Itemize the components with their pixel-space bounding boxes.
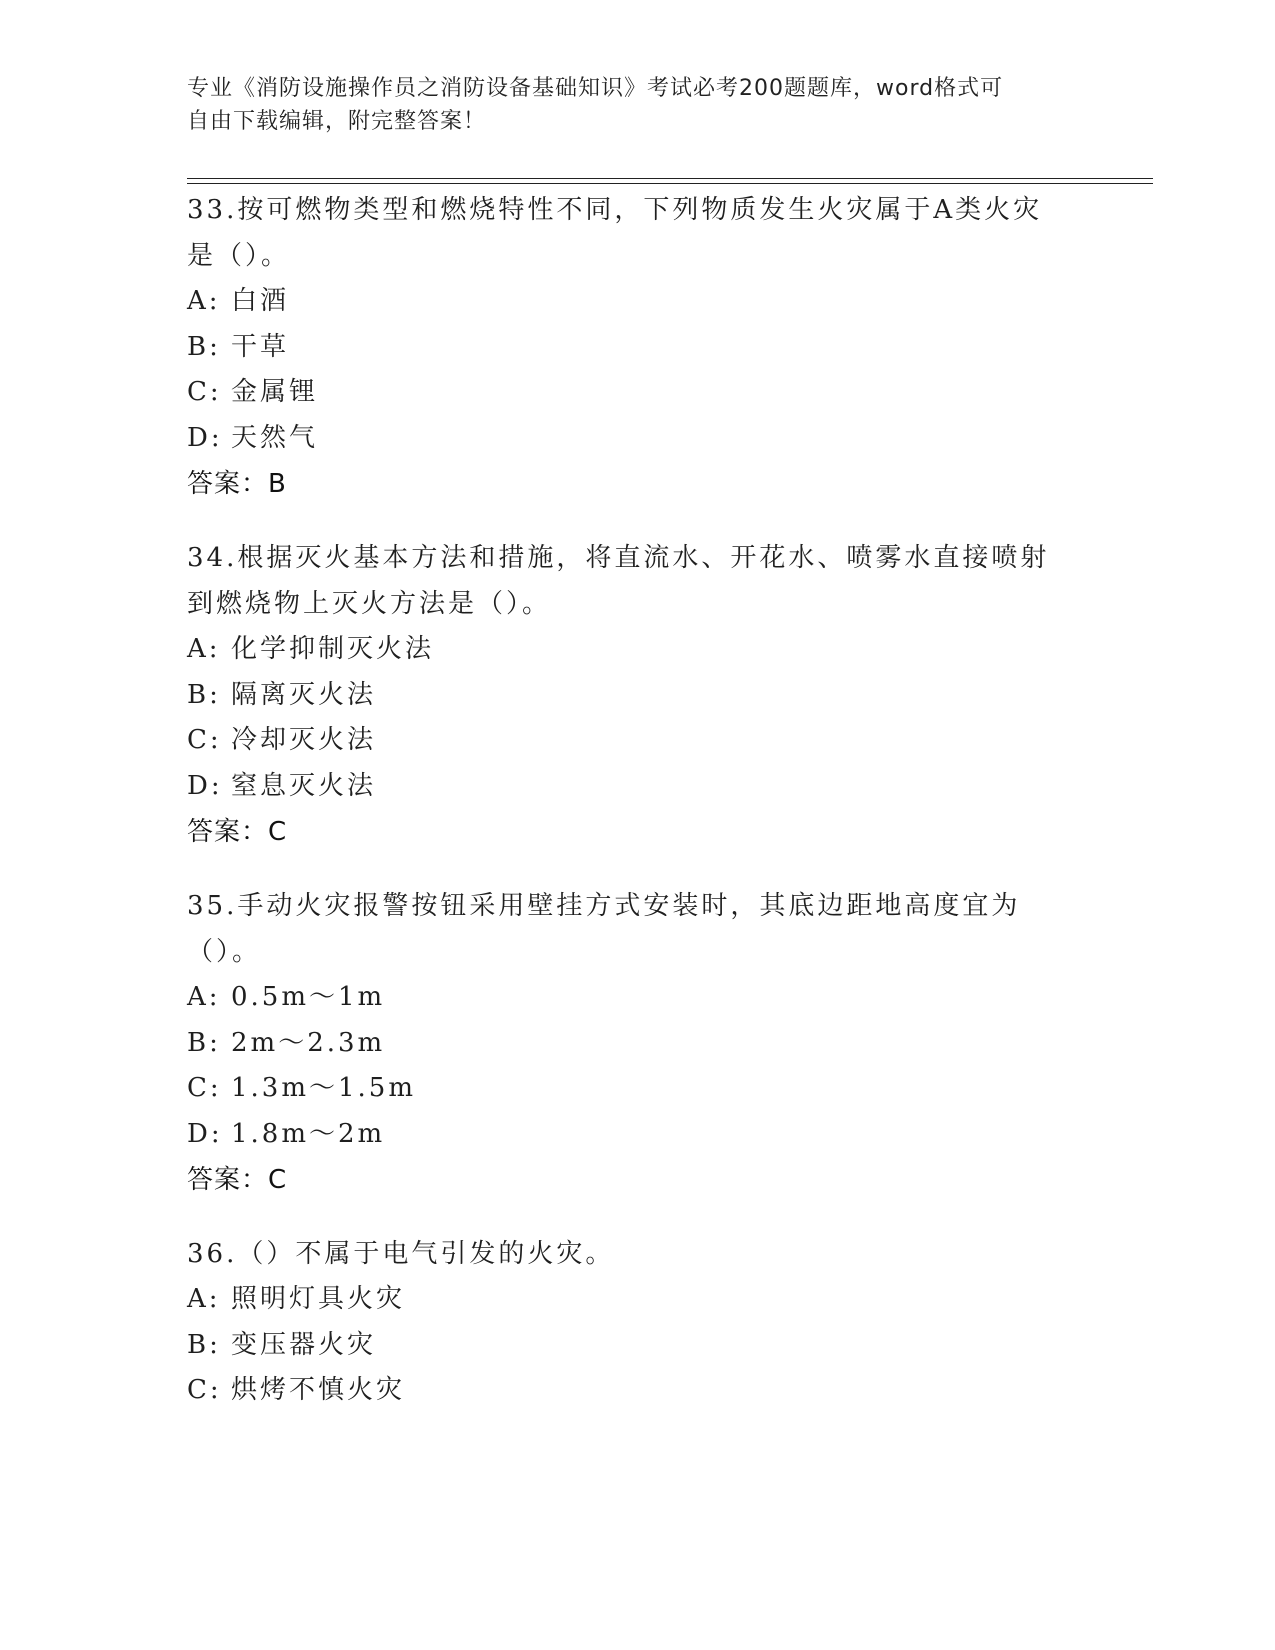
option-b xyxy=(187,1323,1087,1369)
option-a xyxy=(187,975,1087,1021)
option-key: B: xyxy=(187,1329,221,1360)
option-key: B: xyxy=(187,679,221,710)
option-key: A: xyxy=(187,982,221,1012)
option-text: 照明灯具火灾 xyxy=(231,1284,406,1314)
option-key: A: xyxy=(187,1284,221,1314)
option-d xyxy=(187,416,1087,462)
option-key: A: xyxy=(187,634,221,664)
option-key: D: xyxy=(187,770,223,801)
option-key: B: xyxy=(187,1027,221,1058)
option-d xyxy=(187,764,1087,810)
option-text: 金属锂 xyxy=(231,377,319,407)
question-list xyxy=(187,187,1087,1442)
option-text: 1.3m～1.5m xyxy=(231,1073,417,1103)
option-key: C: xyxy=(187,1375,222,1405)
option-b xyxy=(187,673,1087,719)
option-key: C: xyxy=(187,1073,222,1103)
option-key: B: xyxy=(187,331,221,362)
option-c xyxy=(187,718,1087,764)
answer-line: 答案：C xyxy=(187,817,288,847)
question-35 xyxy=(187,883,1087,1203)
option-a xyxy=(187,279,1087,325)
option-c xyxy=(187,1066,1087,1112)
question-text: 33.按可燃物类型和燃烧特性不同，下列物质发生火灾属于A类火灾是（）。 xyxy=(187,195,1043,271)
header-divider-top xyxy=(187,178,1153,179)
option-d xyxy=(187,1112,1087,1158)
option-key: C: xyxy=(187,377,222,407)
option-text: 0.5m～1m xyxy=(231,982,386,1012)
document-header xyxy=(187,72,1067,138)
question-34 xyxy=(187,535,1087,855)
option-b xyxy=(187,325,1087,371)
question-text: 36.（）不属于电气引发的火灾。 xyxy=(187,1239,615,1269)
option-text: 烘烤不慎火灾 xyxy=(231,1375,406,1405)
option-b xyxy=(187,1021,1087,1067)
answer-line: 答案：B xyxy=(187,469,287,499)
question-text: 35.手动火灾报警按钮采用壁挂方式安装时，其底边距地高度宜为（）。 xyxy=(187,891,1021,967)
question-36 xyxy=(187,1231,1087,1414)
header-line-1: 专业《消防设施操作员之消防设备基础知识》考试必考200题题库，word格式可 xyxy=(187,76,1004,101)
option-key: D: xyxy=(187,1118,223,1149)
option-a xyxy=(187,627,1087,673)
option-text: 窒息灭火法 xyxy=(231,770,377,801)
option-key: D: xyxy=(187,422,223,453)
option-text: 天然气 xyxy=(231,422,319,453)
question-33 xyxy=(187,187,1087,507)
option-key: C: xyxy=(187,725,222,755)
option-text: 1.8m～2m xyxy=(231,1118,386,1149)
option-key: A: xyxy=(187,286,221,316)
option-text: 干草 xyxy=(231,331,290,362)
option-c xyxy=(187,1368,1087,1414)
option-text: 隔离灭火法 xyxy=(231,679,377,710)
option-text: 变压器火灾 xyxy=(231,1329,377,1360)
question-text: 34.根据灭火基本方法和措施，将直流水、开花水、喷雾水直接喷射到燃烧物上灭火方法是（）。 xyxy=(187,543,1050,619)
option-text: 化学抑制灭火法 xyxy=(231,634,435,664)
header-divider-bottom xyxy=(187,183,1153,184)
option-a xyxy=(187,1277,1087,1323)
answer-line: 答案：C xyxy=(187,1165,288,1195)
option-text: 白酒 xyxy=(231,286,290,316)
option-text: 2m～2.3m xyxy=(231,1027,386,1058)
header-line-2: 自由下载编辑，附完整答案！ xyxy=(187,109,487,134)
option-text: 冷却灭火法 xyxy=(231,725,377,755)
option-c xyxy=(187,370,1087,416)
